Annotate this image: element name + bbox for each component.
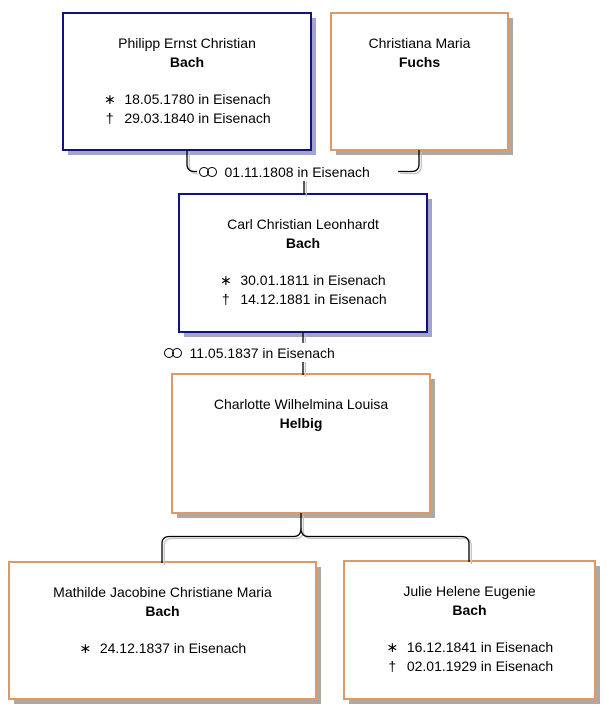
surname: Bach xyxy=(169,54,205,70)
person-box-mathilde-bach[interactable] xyxy=(8,561,317,700)
given-names: Philipp Ernst Christian xyxy=(118,35,256,51)
born-icon: ∗ xyxy=(79,640,92,656)
birth-date: 24.12.1837 in Eisenach xyxy=(99,640,247,656)
died-icon: † xyxy=(105,110,114,126)
person-box-julie-bach[interactable] xyxy=(343,560,596,700)
life-events xyxy=(180,271,426,309)
death-event xyxy=(219,290,386,309)
wire-christiana-to-marriage1 xyxy=(398,150,419,172)
person-box-philipp-bach[interactable] xyxy=(62,12,312,151)
died-icon: † xyxy=(221,291,230,307)
born-icon: ∗ xyxy=(103,91,116,107)
person-box-carl-bach[interactable] xyxy=(178,193,428,333)
death-date: 14.12.1881 in Eisenach xyxy=(240,291,387,307)
birth-event xyxy=(219,271,386,290)
life-events xyxy=(10,639,315,658)
given-names: Christiana Maria xyxy=(368,35,471,51)
life-events xyxy=(345,638,594,676)
death-date: 02.01.1929 in Eisenach xyxy=(406,658,554,674)
marriage-date: 11.05.1837 in Eisenach xyxy=(189,344,335,361)
born-icon: ∗ xyxy=(219,272,232,288)
person-box-charlotte-helbig[interactable] xyxy=(171,373,431,514)
wire-charlotte-to-julie xyxy=(301,513,469,562)
birth-event xyxy=(386,638,553,657)
surname: Helbig xyxy=(279,415,323,431)
death-date: 29.03.1840 in Eisenach xyxy=(124,110,271,126)
given-names: Charlotte Wilhelmina Louisa xyxy=(213,396,389,412)
death-event xyxy=(386,657,553,676)
surname: Bach xyxy=(145,603,180,619)
birth-date: 30.01.1811 in Eisenach xyxy=(240,272,386,288)
marriage-label-1 xyxy=(197,162,372,181)
wire-charlotte-to-mathilde xyxy=(162,528,301,563)
surname: Fuchs xyxy=(398,54,441,70)
marriage-rings-icon xyxy=(199,167,217,177)
birth-event xyxy=(103,90,270,109)
life-events xyxy=(64,90,310,128)
person-box-christiana-fuchs[interactable] xyxy=(330,12,509,151)
marriage-rings-icon xyxy=(164,348,182,358)
died-icon: † xyxy=(388,658,397,674)
death-event xyxy=(103,109,270,128)
born-icon: ∗ xyxy=(386,639,399,655)
given-names: Mathilde Jacobine Christiane Maria xyxy=(53,584,272,600)
surname: Bach xyxy=(285,235,321,251)
birth-event xyxy=(79,639,246,658)
surname: Bach xyxy=(452,602,487,618)
marriage-date: 01.11.1808 in Eisenach xyxy=(224,163,370,180)
marriage-label-2 xyxy=(162,343,337,362)
birth-date: 18.05.1780 in Eisenach xyxy=(124,91,271,107)
given-names: Carl Christian Leonhardt xyxy=(227,216,379,232)
birth-date: 16.12.1841 in Eisenach xyxy=(406,639,554,655)
given-names: Julie Helene Eugenie xyxy=(403,583,536,599)
